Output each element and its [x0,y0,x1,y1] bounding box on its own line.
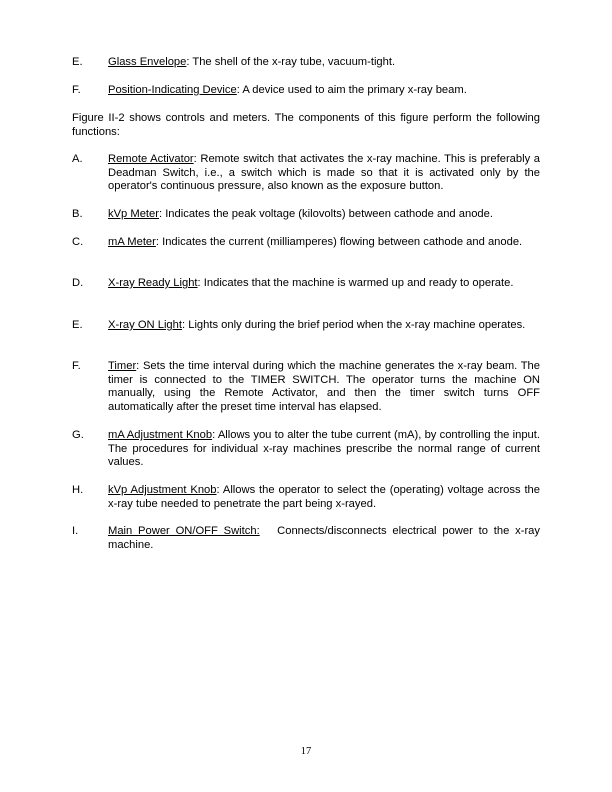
item-separator: : [155,236,163,248]
item-separator: : [193,153,201,165]
item-body [108,277,540,291]
item-text: Indicates that the machine is warmed up and ready to operate. [203,277,514,289]
item-letter: I. [72,525,79,537]
item-term: Position-Indicating Device [108,84,237,96]
item-letter: H. [72,484,84,496]
item-separator: : [236,84,243,96]
item-body [108,319,540,333]
item-body [108,208,540,222]
item-text: Indicates the peak voltage (kilovolts) between cathode and anode. [165,208,493,220]
item-term: kVp Adjustment Knob [108,484,217,496]
item-term: Glass Envelope [108,56,187,68]
item-text: Remote switch that activates the x-ray machine. This is preferably a Deadman Switch, i.e., a switch which is made so that it is activated only by the operator's continuous pressure, also known as the exposure button. [108,153,541,193]
item-term: kVp Meter [108,208,159,220]
item-letter: E. [72,319,83,331]
intro-paragraph: Figure II-2 shows controls and meters. The components of this figure perform the following functions: [72,112,540,138]
item-text: A device used to aim the primary x-ray beam. [242,84,467,96]
item-separator: : [186,56,193,68]
item-term: Timer [108,360,137,372]
item-body [108,56,540,70]
item-body [108,153,540,194]
item-body [108,360,540,414]
item-separator [260,525,277,537]
item-term: X-ray ON Light [108,319,182,331]
item-letter: A. [72,153,83,165]
item-separator: : [212,429,218,441]
item-letter: G. [72,429,84,441]
item-letter: F. [72,84,81,96]
item-separator: : [216,484,223,496]
item-letter: F. [72,360,81,372]
item-body [108,84,540,98]
item-body [108,429,540,470]
item-body [108,236,540,250]
item-text: Allows you to alter the tube current (mA), by controlling the input. The procedures for individual x-ray machines prescribe the normal range of current values. [108,429,540,469]
item-text: Indicates the current (milliamperes) flowing between cathode and anode. [162,236,523,248]
item-letter: E. [72,56,83,68]
item-term: mA Meter [108,236,156,248]
item-separator: : [182,319,189,331]
item-text: Lights only during the brief period when the x-ray machine operates. [188,319,526,331]
item-letter: D. [72,277,84,289]
item-term: mA Adjustment Knob [108,429,213,441]
item-text: Connects/disconnects electrical power to the x-ray machine. [108,525,540,551]
item-separator: : [197,277,204,289]
item-separator: : [136,360,143,372]
item-text: The shell of the x-ray tube, vacuum-tight. [192,56,396,68]
item-separator: : [158,208,166,220]
item-letter: C. [72,236,84,248]
item-term: X-ray Ready Light [108,277,198,289]
item-text: Allows the operator to select the (operating) voltage across the x-ray tube needed to penetrate the part being x-rayed. [108,484,540,510]
item-body [108,484,540,511]
item-term: Remote Activator [108,153,194,165]
item-term: Main Power ON/OFF Switch: [108,525,260,537]
item-body [108,525,540,552]
page-number: 17 [300,746,312,757]
item-text: Sets the time interval during which the machine generates the x-ray beam. The timer is connected to the TIMER SWITCH. The operator turns the machine ON manually, using the Remote Activator, and then the timer switch turns OFF automatically after the preset time interval has elapsed. [108,360,540,413]
item-letter: B. [72,208,83,220]
